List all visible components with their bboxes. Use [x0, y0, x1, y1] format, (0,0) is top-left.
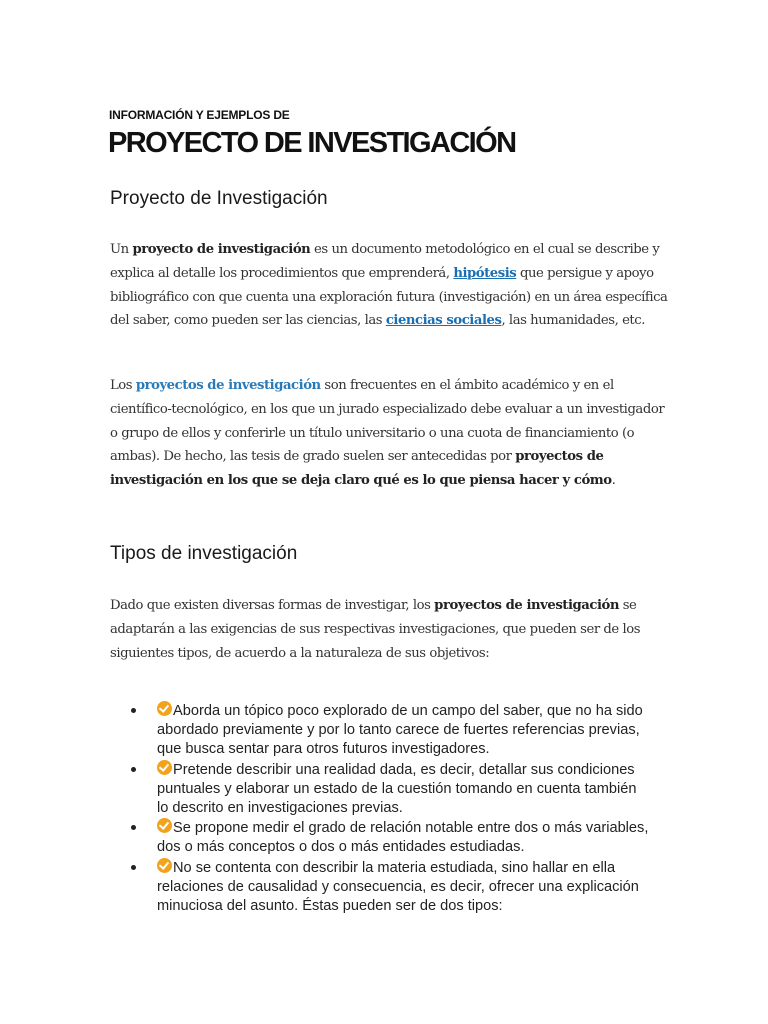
text-run: Un	[110, 242, 133, 257]
check-circle-icon	[157, 760, 172, 775]
bold-statement: proyectos de investigación en los que se deja claro qué es lo que piensa hacer y cómo	[110, 449, 612, 489]
bullet-dot	[131, 708, 136, 713]
section-heading-proyecto: Proyecto de Investigación	[110, 188, 328, 209]
page-kicker: INFORMACIÓN Y EJEMPLOS DE	[109, 108, 290, 122]
research-types-list	[131, 701, 651, 916]
check-circle-icon	[157, 701, 172, 716]
bullet-dot	[131, 767, 136, 772]
text-run: son frecuentes en el ámbito académico y en el científico-tecnológico, en los que un jurado especializado debe evaluar a un investigador o grupo de ellos y conferirle un título universitario o una cuota de financiamiento (o ambas). De hecho, las tesis de grado suelen ser antecedidas por	[110, 378, 665, 465]
text-run: que persigue y apoyo bibliográfico con que cuenta una exploración futura (investigación) en un área específica del saber, como pueden ser las ciencias, las	[110, 265, 668, 329]
check-circle-icon	[157, 858, 172, 873]
text-run: , las humanidades, etc.	[501, 313, 645, 329]
bold-term: proyectos de investigación	[434, 598, 619, 613]
bold-term: proyecto de investigación	[132, 242, 311, 257]
text-run: Los	[110, 378, 136, 393]
check-circle-icon	[157, 818, 172, 833]
text-run: Dado que existen diversas formas de investigar, los	[110, 598, 435, 613]
context-paragraph	[110, 374, 670, 493]
list-item-text: Aborda un tópico poco explorado de un campo del saber, que no ha sido abordado previamente y por lo tanto carece de fuertes referencias previas, que busca sentar para otros futuros investigadores.	[157, 703, 643, 758]
list-item-text: Pretende describir una realidad dada, es decir, detallar sus condiciones puntuales y elaborar un estado de la cuestión tomando en cuenta también lo descrito en investigaciones previas.	[157, 761, 637, 817]
highlighted-term: proyectos de investigación	[135, 378, 321, 393]
page-title: PROYECTO DE INVESTIGACIÓN	[108, 127, 516, 159]
list-item	[131, 701, 651, 760]
ciencias-sociales-link[interactable]: ciencias sociales	[385, 313, 502, 329]
list-item-text: Se propone medir el grado de relación notable entre dos o más variables, dos o más conceptos o dos o más entidades estudiadas.	[157, 820, 649, 856]
hipotesis-link[interactable]: hipótesis	[453, 265, 517, 281]
types-intro-paragraph	[110, 594, 670, 665]
bullet-dot	[131, 865, 136, 870]
list-item	[131, 858, 651, 917]
intro-paragraph	[110, 238, 670, 333]
section-heading-tipos: Tipos de investigación	[110, 543, 298, 564]
list-item-text: No se contenta con describir la materia estudiada, sino hallar en ella relaciones de causalidad y consecuencia, es decir, ofrecer una explicación minuciosa del asunto. Éstas pueden ser de dos tipos:	[157, 859, 639, 915]
text-run: es un documento metodológico en el cual se describe y explica al detalle los procedimientos que emprenderá,	[110, 242, 660, 281]
text-run: .	[611, 473, 616, 489]
list-item	[131, 818, 651, 857]
bullet-dot	[131, 825, 136, 830]
list-item	[131, 760, 651, 819]
text-run: se adaptarán a las exigencias de sus respectivas investigaciones, que pueden ser de los siguientes tipos, de acuerdo a la naturaleza de sus objetivos:	[110, 598, 641, 661]
